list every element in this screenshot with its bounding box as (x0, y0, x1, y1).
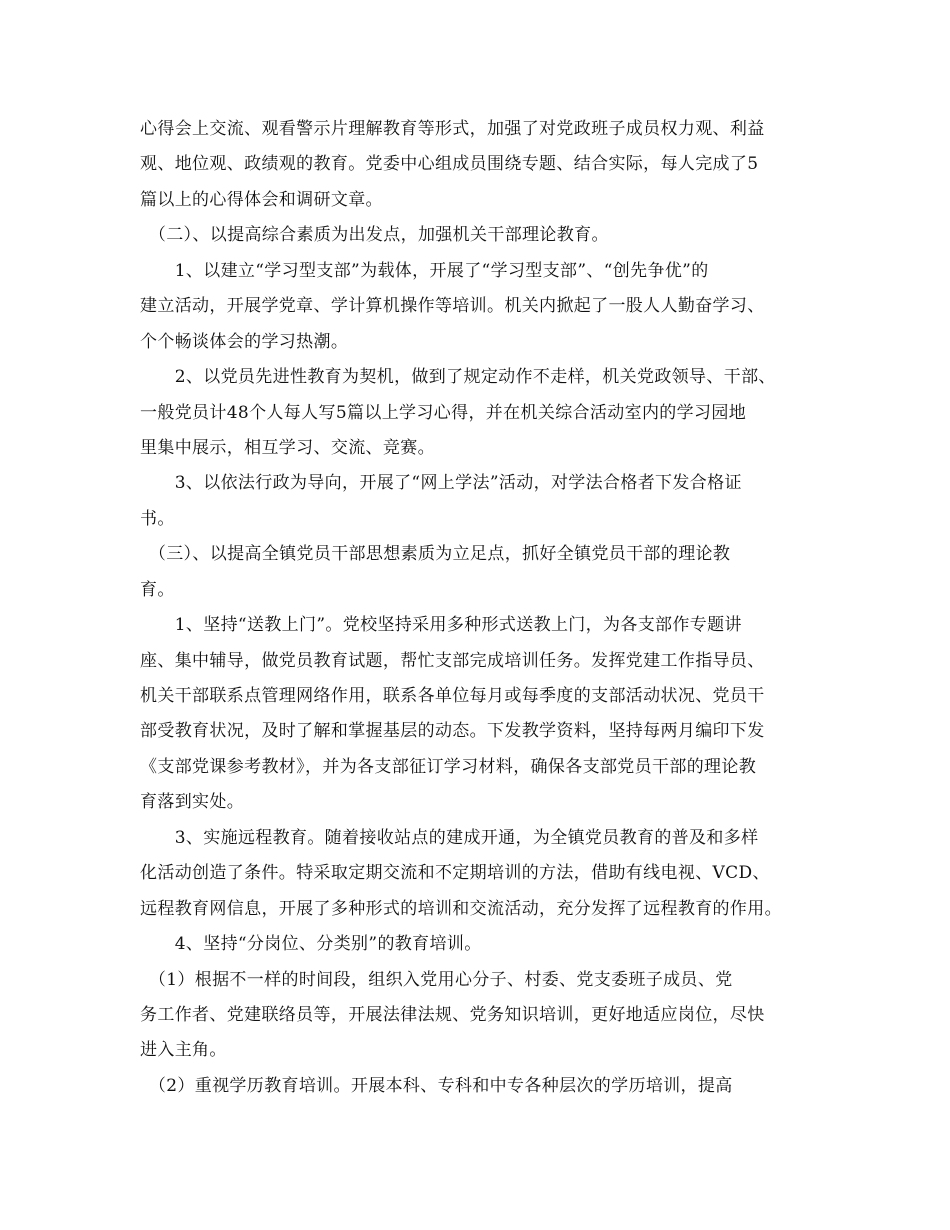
text-line: 务工作者、党建联络员等，开展法律法规、党务知识培训，更好地适应岗位，尽快 (140, 1004, 765, 1025)
text-line: 心得会上交流、观看警示片理解教育等形式，加强了对党政班子成员权力观、利益 (140, 119, 765, 139)
section-heading: （三）、以提高全镇党员干部思想素质为立足点，抓好全镇党员干部的理论教 (140, 544, 731, 565)
text-line: 3、以依法行政为导向，开展了“网上学法”活动，对学法合格者下发合格证 (140, 473, 742, 494)
text-line: 篇以上的心得体会和调研文章。 (140, 189, 383, 210)
text-line: 建立活动，开展学党章、学计算机操作等培训。机关内掀起了一股人人勤奋学习、 (140, 296, 765, 317)
text-line: 育落到实处。 (140, 792, 245, 813)
text-line: 里集中展示，相互学习、交流、竞赛。 (140, 437, 435, 458)
text-line: （1）根据不一样的时间段，组织入党用心分子、村委、党支委班子成员、党 (140, 969, 733, 990)
text-line: （2）重视学历教育培训。开展本科、专科和中专各种层次的学历培训，提高 (140, 1075, 733, 1096)
text-line: 远程教育网信息，开展了多种形式的培训和交流活动，充分发挥了远程教育的作用。 (140, 898, 782, 919)
text-line: 部受教育状况，及时了解和掌握基层的动态。下发教学资料，坚持每两月编印下发 (140, 721, 765, 742)
text-line: 一般党员计48个人每人写5篇以上学习心得，并在机关综合活动室内的学习园地 (140, 402, 747, 423)
text-line: 3、实施远程教育。随着接收站点的建成开通，为全镇党员教育的普及和多样 (140, 827, 759, 848)
text-line: 机关干部联系点管理网络作用，联系各单位每月或每季度的支部活动状况、党员干 (140, 686, 765, 706)
text-line: 书。 (140, 508, 175, 529)
text-line: 4、坚持“分岗位、分类别”的教育培训。 (140, 934, 482, 955)
text-line: 进入主角。 (140, 1040, 227, 1061)
text-line: 座、集中辅导，做党员教育试题，帮忙支部完成培训任务。发挥党建工作指导员、 (140, 650, 765, 671)
text-line: 化活动创造了条件。特采取定期交流和不定期培训的方法，借助有线电视、VCD、 (140, 863, 770, 884)
body-text (140, 112, 830, 1104)
text-line: 个个畅谈体会的学习热潮。 (140, 331, 349, 352)
text-line: 《支部党课参考教材》，并为各支部征订学习材料，确保各支部党员干部的理论教 (140, 756, 757, 777)
text-line: 观、地位观、政绩观的教育。党委中心组成员围绕专题、结合实际，每人完成了5 (140, 154, 759, 175)
text-line: 1、以建立“学习型支部”为载体，开展了“学习型支部”、“创先争优”的 (140, 260, 709, 281)
text-line: 育。 (140, 579, 175, 600)
text-line: 1、坚持“送教上门”。党校坚持采用多种形式送教上门，为各支部作专题讲 (140, 615, 742, 636)
text-line: 2、以党员先进性教育为契机，做到了规定动作不走样，机关党政领导、干部、 (140, 367, 776, 388)
section-heading: （二）、以提高综合素质为出发点，加强机关干部理论教育。 (140, 225, 609, 246)
